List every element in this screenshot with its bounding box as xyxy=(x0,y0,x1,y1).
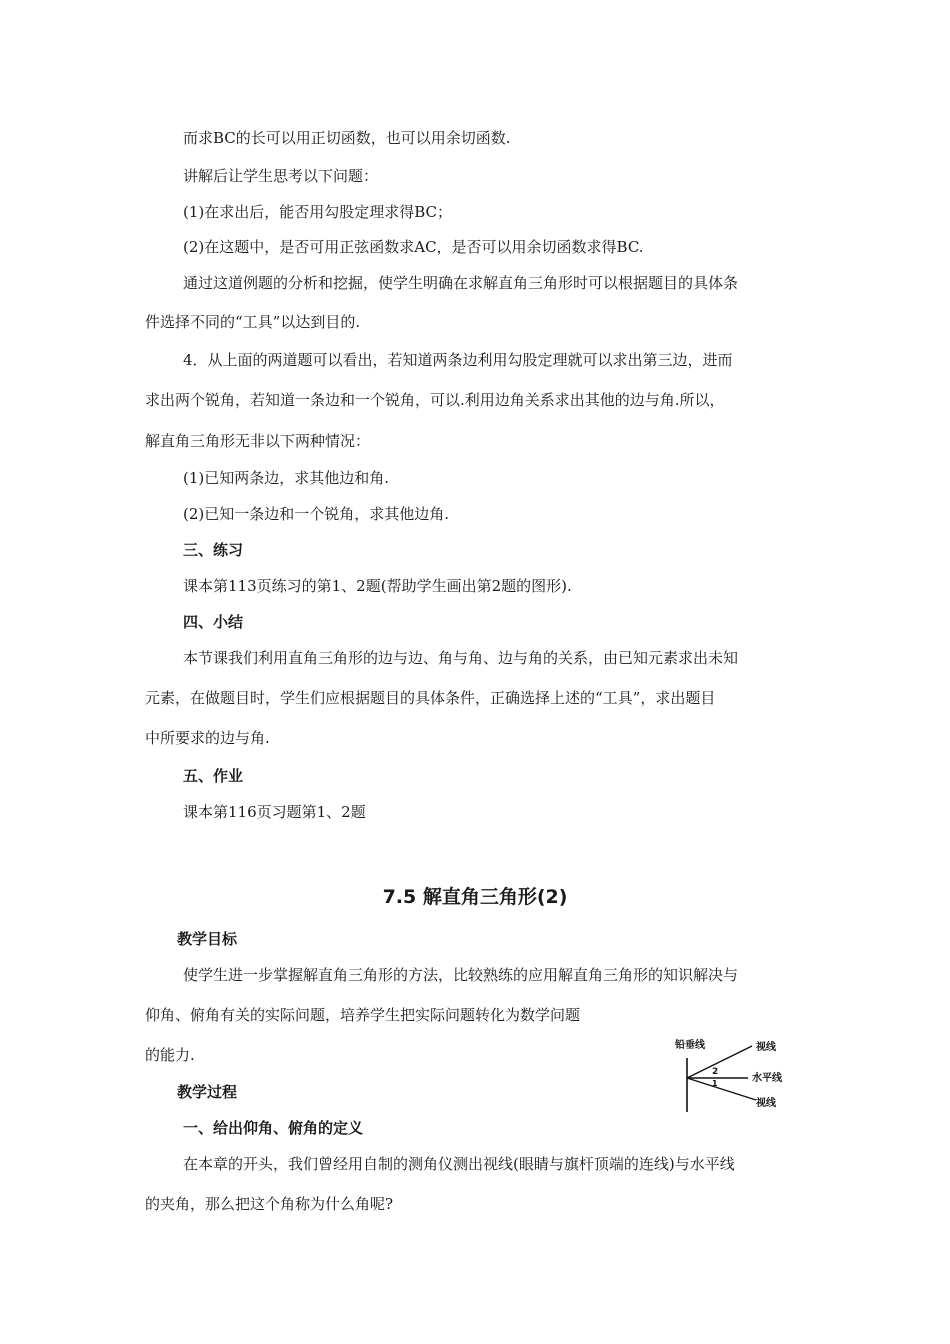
text-line: (2)已知一条边和一个锐角，求其他边角. xyxy=(183,505,450,523)
sight-line-down xyxy=(687,1078,756,1100)
summary-line: 本节课我们利用直角三角形的边与边、角与角、边与角的关系，由已知元素求出未知 xyxy=(183,649,739,667)
angle-2-label: 2 xyxy=(712,1067,719,1077)
angle-1-label: 1 xyxy=(712,1079,718,1088)
text-line: 解直角三角形无非以下两种情况： xyxy=(145,432,371,450)
text-line: (2)在这题中，是否可用正弦函数求AC，是否可以用余切函数求得BC. xyxy=(183,238,644,256)
practice-text: 课本第113页练习的第1、2题(帮助学生画出第2题的图形). xyxy=(183,577,572,595)
heading-definition: 一、给出仰角、俯角的定义 xyxy=(183,1119,364,1137)
text-line: (1)在求出后，能否用勾股定理求得BC； xyxy=(183,203,453,221)
text-line: 通过这道例题的分析和挖掘，使学生明确在求解直角三角形时可以根据题目的具体条 xyxy=(183,274,739,292)
text-line: 而求BC的长可以用正切函数，也可以用余切函数. xyxy=(183,129,511,147)
goal-line: 仰角、俯角有关的实际问题，培养学生把实际问题转化为数学问题 xyxy=(145,1006,581,1024)
angle-figure xyxy=(672,1040,802,1116)
goal-line: 使学生进一步掌握解直角三角形的方法，比较熟练的应用解直角三角形的知识解决与 xyxy=(183,966,739,984)
heading-homework: 五、作业 xyxy=(183,767,244,785)
sight-label-bottom: 视线 xyxy=(756,1098,776,1109)
heading-goals: 教学目标 xyxy=(177,930,238,948)
text-line: 4．从上面的两道题可以看出，若知道两条边利用勾股定理就可以求出第三边，进而 xyxy=(183,351,733,369)
goal-line: 的能力. xyxy=(145,1046,195,1064)
heading-process: 教学过程 xyxy=(177,1083,238,1101)
summary-line: 元素，在做题目时，学生们应根据题目的具体条件，正确选择上述的“工具”，求出题目 xyxy=(145,689,716,707)
text-line: 件选择不同的“工具”以达到目的. xyxy=(145,313,361,331)
summary-line: 中所要求的边与角. xyxy=(145,729,270,747)
intro-line: 在本章的开头，我们曾经用自制的测角仪测出视线(眼睛与旗杆顶端的连线)与水平线 xyxy=(183,1155,735,1173)
section-title: 7.5 解直角三角形(2) xyxy=(382,886,568,908)
heading-summary: 四、小结 xyxy=(183,613,244,631)
heading-practice: 三、练习 xyxy=(183,541,244,559)
intro-line: 的夹角，那么把这个角称为什么角呢? xyxy=(145,1195,394,1213)
homework-text: 课本第116页习题第1、2题 xyxy=(183,803,366,821)
text-line: 讲解后让学生思考以下问题： xyxy=(183,167,379,185)
sight-label-top: 视线 xyxy=(756,1042,776,1053)
text-line: 求出两个锐角，若知道一条边和一个锐角，可以.利用边角关系求出其他的边与角.所以， xyxy=(145,391,725,409)
text-line: (1)已知两条边，求其他边和角. xyxy=(183,469,390,487)
horizontal-label: 水平线 xyxy=(752,1073,782,1084)
plumb-label: 铅垂线 xyxy=(675,1040,705,1051)
